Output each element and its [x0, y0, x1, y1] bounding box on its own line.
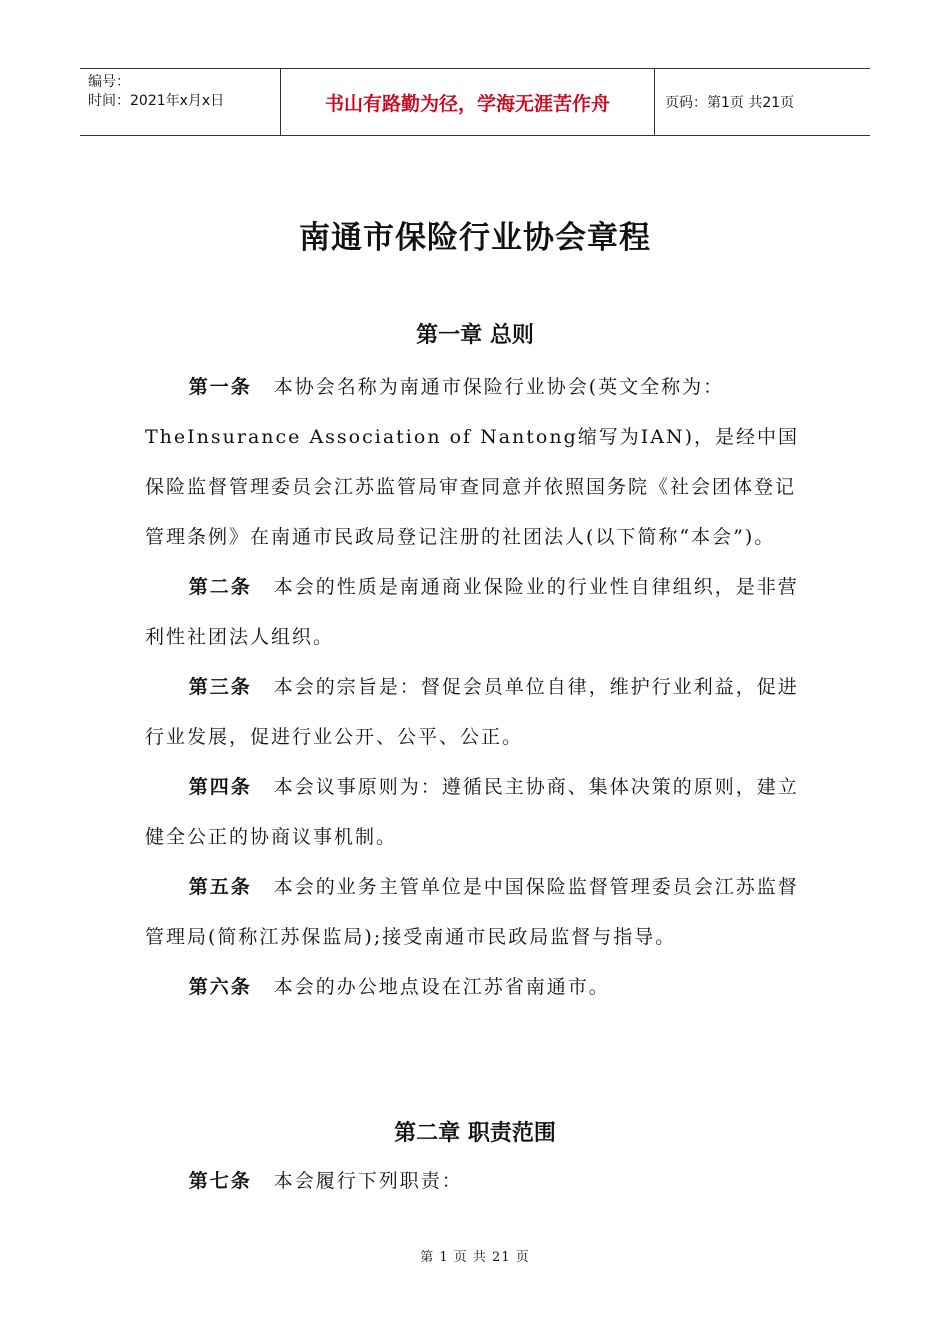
- chapter-heading-1: 第一章 总则: [416, 323, 534, 348]
- article-label: 第三条: [188, 676, 252, 698]
- article-label: 第七条: [188, 1170, 252, 1192]
- article-text: 本会履行下列职责：: [273, 1170, 463, 1192]
- article-label: 第五条: [188, 876, 252, 898]
- header-meta: [80, 69, 281, 135]
- chapter-1-body: [145, 362, 805, 1012]
- chapter-2-body: [145, 1156, 805, 1206]
- article-text: 本会的性质是南通商业保险业的行业性自律组织，是非营利性社团法人组织。: [145, 576, 799, 648]
- chapter-heading-2: 第二章 职责范围: [394, 1121, 556, 1146]
- article-label: 第一条: [188, 376, 252, 398]
- article: [145, 1156, 805, 1206]
- header-number-label: 编号：: [88, 74, 130, 90]
- article: [145, 562, 805, 662]
- article: [145, 862, 805, 962]
- article-text: 本会的办公地点设在江苏省南通市。: [273, 976, 610, 998]
- page-footer: 第 1 页 共 21 页: [420, 1250, 530, 1265]
- header-date-label: 时间：2021年x月x日: [88, 93, 225, 109]
- article-label: 第六条: [188, 976, 252, 998]
- document-title: 南通市保险行业协会章程: [299, 220, 651, 256]
- article-label: 第二条: [188, 576, 252, 598]
- header-motto: 书山有路勤为径，学海无涯苦作舟: [281, 69, 655, 135]
- article-text: 本会议事原则为：遵循民主协商、集体决策的原则，建立健全公正的协商议事机制。: [145, 776, 799, 848]
- article: [145, 962, 805, 1012]
- header-page-info: 页码：第1页 共21页: [665, 95, 795, 111]
- article: [145, 662, 805, 762]
- article: [145, 762, 805, 862]
- article: [145, 362, 805, 562]
- article-label: 第四条: [188, 776, 252, 798]
- article-text: 本会的宗旨是：督促会员单位自律，维护行业利益，促进行业发展，促进行业公开、公平、公正。: [145, 676, 799, 748]
- article-text: 本协会名称为南通市保险行业协会(英文全称为：TheInsurance Association of Nantong缩写为IAN)，是经中国保险监督管理委员会江苏监管局审查同意并依照国务院《社会团体登记管理条例》在南通市民政局登记注册的社团法人(以下简称“本会”)。: [145, 376, 800, 548]
- article-text: 本会的业务主管单位是中国保险监督管理委员会江苏监督管理局(简称江苏保监局);接受南通市民政局监督与指导。: [145, 876, 799, 948]
- page-header: [80, 68, 870, 136]
